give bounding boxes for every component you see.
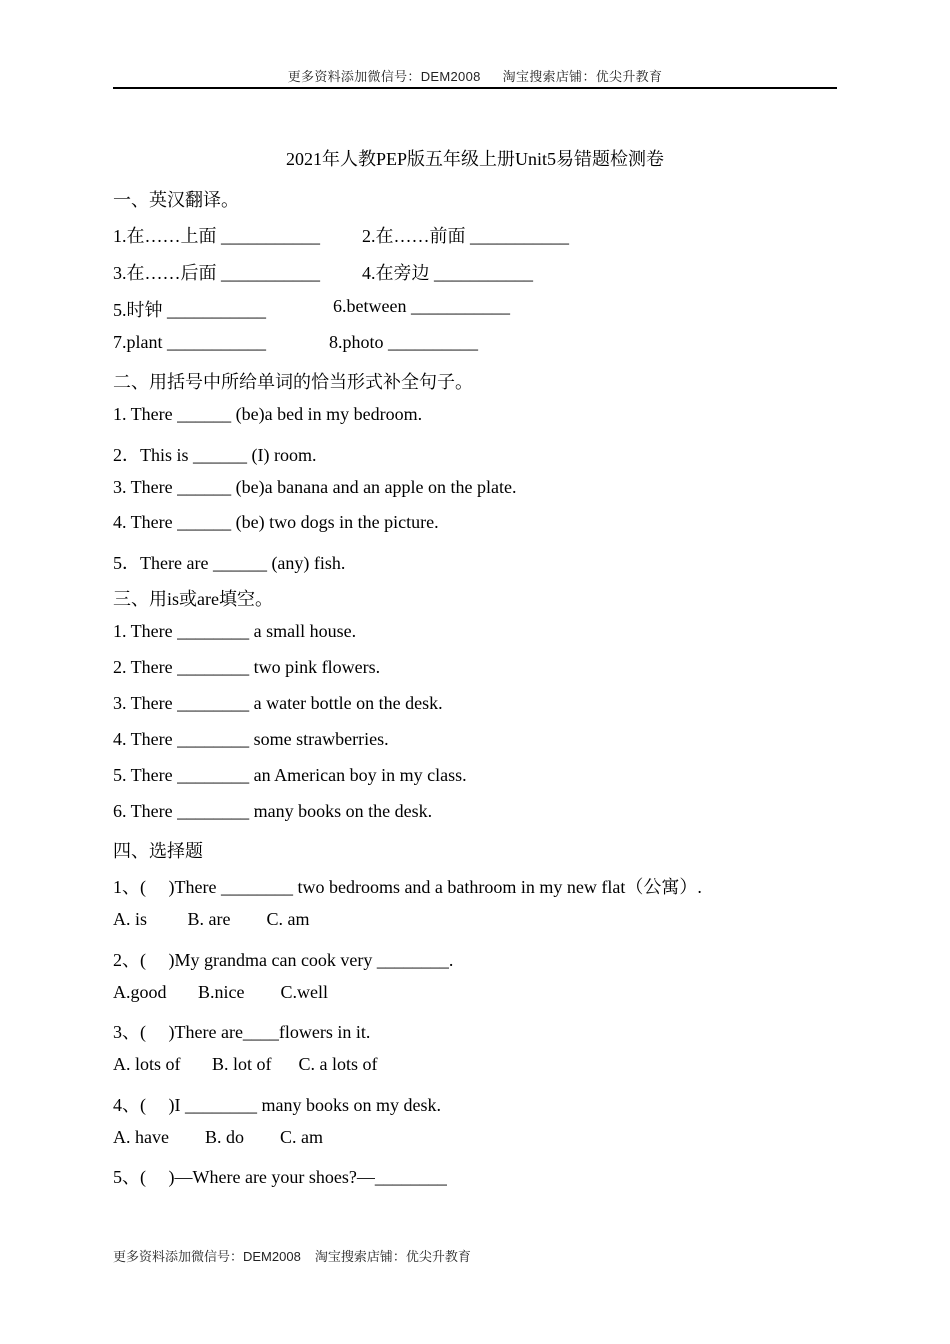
is-are-item-6: 6. There ________ many books on the desk. (113, 801, 433, 821)
translation-item-1: 1.在……上面 ___________ (113, 226, 320, 246)
choice-question-4: 4、( )I ________ many books on my desk. (113, 1095, 441, 1115)
translation-item-2: 2.在……前面 ___________ (362, 226, 569, 246)
document-title: 2021年人教PEP版五年级上册Unit5易错题检测卷 (285, 149, 665, 169)
header-wechat: 更多资料添加微信号：DEM2008 (287, 69, 481, 84)
fill-item-2: 2．This is ______ (I) room. (113, 445, 317, 465)
header-rule (113, 87, 837, 89)
choice-question-1: 1、( )There ________ two bedrooms and a bathroom in my new flat（公寓）. (113, 877, 702, 897)
fill-item-1: 1. There ______ (be)a bed in my bedroom. (113, 404, 423, 424)
choice-options-3: A. lots of B. lot of C. a lots of (113, 1054, 378, 1074)
footer-wechat: 更多资料添加微信号：DEM2008 (113, 1249, 301, 1264)
is-are-item-1: 1. There ________ a small house. (113, 621, 357, 641)
fill-item-5: 5．There are ______ (any) fish. (113, 553, 346, 573)
fill-item-3: 3. There ______ (be)a banana and an apple on the plate. (113, 477, 517, 497)
page-header (113, 66, 837, 85)
is-are-item-5: 5. There ________ an American boy in my class. (113, 765, 467, 785)
choice-question-2: 2、( )My grandma can cook very ________. (113, 950, 454, 970)
translation-item-6: 6.between ___________ (333, 296, 510, 316)
choice-options-2: A.good B.nice C.well (113, 982, 328, 1002)
is-are-item-3: 3. There ________ a water bottle on the desk. (113, 693, 443, 713)
choice-options-1: A. is B. are C. am (113, 909, 310, 929)
fill-item-4: 4. There ______ (be) two dogs in the picture. (113, 512, 439, 532)
translation-item-5: 5.时钟 ___________ (113, 300, 266, 320)
section2-heading: 二、用括号中所给单词的恰当形式补全句子。 (113, 372, 473, 392)
section1-heading: 一、英汉翻译。 (113, 190, 239, 210)
section3-heading: 三、用is或are填空。 (113, 589, 273, 609)
translation-item-3: 3.在……后面 ___________ (113, 263, 320, 283)
choice-options-4: A. have B. do C. am (113, 1127, 323, 1147)
translation-item-4: 4.在旁边 ___________ (362, 263, 533, 283)
choice-question-5: 5、( )—Where are your shoes?—________ (113, 1167, 447, 1187)
is-are-item-2: 2. There ________ two pink flowers. (113, 657, 381, 677)
translation-item-8: 8.photo __________ (329, 332, 479, 352)
is-are-item-4: 4. There ________ some strawberries. (113, 729, 389, 749)
translation-item-7: 7.plant ___________ (113, 332, 266, 352)
footer-shop: 淘宝搜索店铺：优尖升教育 (314, 1249, 471, 1264)
choice-question-3: 3、( )There are____flowers in it. (113, 1022, 371, 1042)
section4-heading: 四、选择题 (113, 841, 203, 861)
header-shop: 淘宝搜索店铺：优尖升教育 (502, 69, 663, 84)
page-footer (113, 1246, 471, 1265)
